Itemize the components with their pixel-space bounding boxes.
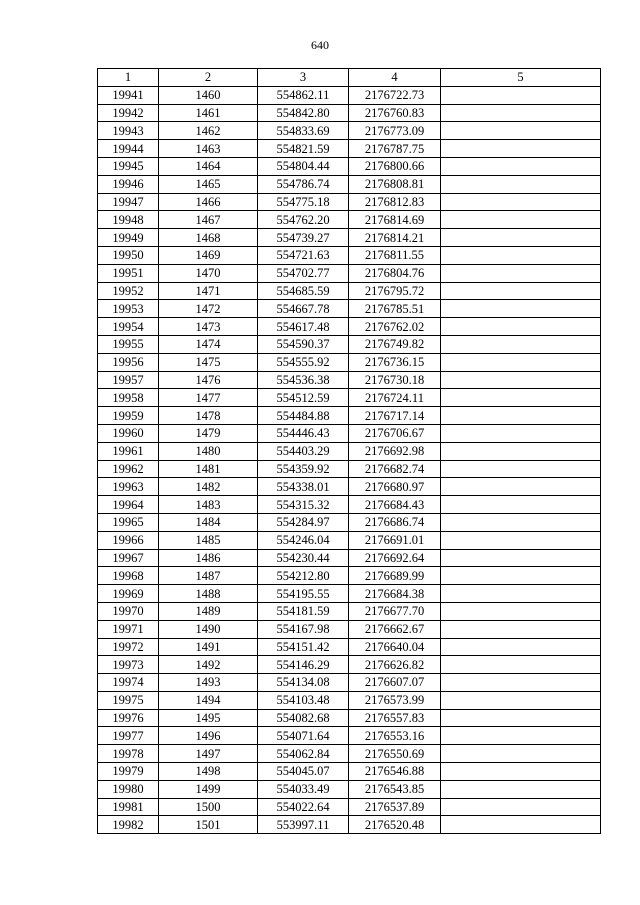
- vertex-number-cell: 1470: [159, 264, 258, 282]
- point-number-cell: 19967: [98, 549, 159, 567]
- table-row: [98, 282, 601, 300]
- point-number-cell: 19949: [98, 229, 159, 247]
- x-coordinate-cell: 554082.68: [258, 709, 349, 727]
- note-cell: [441, 318, 601, 336]
- column-header-3: 3: [258, 69, 349, 87]
- note-cell: [441, 763, 601, 781]
- y-coordinate-cell: 2176706.67: [349, 424, 441, 442]
- column-header-4: 4: [349, 69, 441, 87]
- vertex-number-cell: 1491: [159, 638, 258, 656]
- table-row: [98, 727, 601, 745]
- vertex-number-cell: 1469: [159, 246, 258, 264]
- point-number-cell: 19972: [98, 638, 159, 656]
- x-coordinate-cell: 554195.55: [258, 585, 349, 603]
- x-coordinate-cell: 554617.48: [258, 318, 349, 336]
- vertex-number-cell: 1465: [159, 175, 258, 193]
- note-cell: [441, 709, 601, 727]
- x-coordinate-cell: 554821.59: [258, 140, 349, 158]
- table-header: [98, 69, 601, 87]
- table-body: [98, 86, 601, 833]
- vertex-number-cell: 1496: [159, 727, 258, 745]
- y-coordinate-cell: 2176717.14: [349, 407, 441, 425]
- y-coordinate-cell: 2176749.82: [349, 335, 441, 353]
- table-row: [98, 567, 601, 585]
- x-coordinate-cell: 554512.59: [258, 389, 349, 407]
- point-number-cell: 19941: [98, 86, 159, 104]
- table-row: [98, 816, 601, 834]
- vertex-number-cell: 1480: [159, 442, 258, 460]
- x-coordinate-cell: 554230.44: [258, 549, 349, 567]
- table-row: [98, 531, 601, 549]
- vertex-number-cell: 1461: [159, 104, 258, 122]
- vertex-number-cell: 1471: [159, 282, 258, 300]
- vertex-number-cell: 1488: [159, 585, 258, 603]
- vertex-number-cell: 1473: [159, 318, 258, 336]
- table-row: [98, 585, 601, 603]
- y-coordinate-cell: 2176557.83: [349, 709, 441, 727]
- point-number-cell: 19979: [98, 763, 159, 781]
- note-cell: [441, 513, 601, 531]
- note-cell: [441, 460, 601, 478]
- vertex-number-cell: 1478: [159, 407, 258, 425]
- vertex-number-cell: 1483: [159, 496, 258, 514]
- table-row: [98, 335, 601, 353]
- header-row: [98, 69, 601, 87]
- table-row: [98, 763, 601, 781]
- note-cell: [441, 531, 601, 549]
- y-coordinate-cell: 2176812.83: [349, 193, 441, 211]
- vertex-number-cell: 1485: [159, 531, 258, 549]
- vertex-number-cell: 1474: [159, 335, 258, 353]
- table-row: [98, 638, 601, 656]
- x-coordinate-cell: 554721.63: [258, 246, 349, 264]
- x-coordinate-cell: 554446.43: [258, 424, 349, 442]
- vertex-number-cell: 1490: [159, 620, 258, 638]
- vertex-number-cell: 1462: [159, 122, 258, 140]
- page-number: 640: [311, 38, 329, 52]
- point-number-cell: 19971: [98, 620, 159, 638]
- point-number-cell: 19976: [98, 709, 159, 727]
- vertex-number-cell: 1492: [159, 656, 258, 674]
- vertex-number-cell: 1467: [159, 211, 258, 229]
- table-row: [98, 691, 601, 709]
- x-coordinate-cell: 554062.84: [258, 745, 349, 763]
- x-coordinate-cell: 554555.92: [258, 353, 349, 371]
- note-cell: [441, 620, 601, 638]
- vertex-number-cell: 1476: [159, 371, 258, 389]
- y-coordinate-cell: 2176684.43: [349, 496, 441, 514]
- x-coordinate-cell: 554833.69: [258, 122, 349, 140]
- point-number-cell: 19961: [98, 442, 159, 460]
- table-row: [98, 157, 601, 175]
- y-coordinate-cell: 2176607.07: [349, 674, 441, 692]
- x-coordinate-cell: 554151.42: [258, 638, 349, 656]
- point-number-cell: 19951: [98, 264, 159, 282]
- note-cell: [441, 585, 601, 603]
- point-number-cell: 19964: [98, 496, 159, 514]
- table-row: [98, 86, 601, 104]
- note-cell: [441, 496, 601, 514]
- note-cell: [441, 816, 601, 834]
- point-number-cell: 19957: [98, 371, 159, 389]
- table-row: [98, 780, 601, 798]
- x-coordinate-cell: 554804.44: [258, 157, 349, 175]
- table-row: [98, 300, 601, 318]
- y-coordinate-cell: 2176808.81: [349, 175, 441, 193]
- y-coordinate-cell: 2176804.76: [349, 264, 441, 282]
- vertex-number-cell: 1468: [159, 229, 258, 247]
- x-coordinate-cell: 554484.88: [258, 407, 349, 425]
- note-cell: [441, 798, 601, 816]
- vertex-number-cell: 1494: [159, 691, 258, 709]
- x-coordinate-cell: 553997.11: [258, 816, 349, 834]
- point-number-cell: 19982: [98, 816, 159, 834]
- point-number-cell: 19960: [98, 424, 159, 442]
- table-row: [98, 229, 601, 247]
- point-number-cell: 19975: [98, 691, 159, 709]
- point-number-cell: 19956: [98, 353, 159, 371]
- x-coordinate-cell: 554315.32: [258, 496, 349, 514]
- table-row: [98, 478, 601, 496]
- y-coordinate-cell: 2176686.74: [349, 513, 441, 531]
- x-coordinate-cell: 554842.80: [258, 104, 349, 122]
- point-number-cell: 19954: [98, 318, 159, 336]
- point-number-cell: 19973: [98, 656, 159, 674]
- vertex-number-cell: 1501: [159, 816, 258, 834]
- table-row: [98, 513, 601, 531]
- note-cell: [441, 745, 601, 763]
- table-row: [98, 745, 601, 763]
- note-cell: [441, 602, 601, 620]
- point-number-cell: 19970: [98, 602, 159, 620]
- table-row: [98, 140, 601, 158]
- note-cell: [441, 246, 601, 264]
- table-row: [98, 549, 601, 567]
- note-cell: [441, 674, 601, 692]
- y-coordinate-cell: 2176762.02: [349, 318, 441, 336]
- vertex-number-cell: 1486: [159, 549, 258, 567]
- x-coordinate-cell: 554033.49: [258, 780, 349, 798]
- x-coordinate-cell: 554146.29: [258, 656, 349, 674]
- y-coordinate-cell: 2176724.11: [349, 389, 441, 407]
- note-cell: [441, 389, 601, 407]
- note-cell: [441, 567, 601, 585]
- point-number-cell: 19981: [98, 798, 159, 816]
- point-number-cell: 19953: [98, 300, 159, 318]
- x-coordinate-cell: 554022.64: [258, 798, 349, 816]
- y-coordinate-cell: 2176662.67: [349, 620, 441, 638]
- x-coordinate-cell: 554775.18: [258, 193, 349, 211]
- x-coordinate-cell: 554762.20: [258, 211, 349, 229]
- point-number-cell: 19977: [98, 727, 159, 745]
- point-number-cell: 19950: [98, 246, 159, 264]
- y-coordinate-cell: 2176722.73: [349, 86, 441, 104]
- note-cell: [441, 300, 601, 318]
- point-number-cell: 19952: [98, 282, 159, 300]
- y-coordinate-cell: 2176800.66: [349, 157, 441, 175]
- note-cell: [441, 335, 601, 353]
- table-row: [98, 371, 601, 389]
- table-row: [98, 460, 601, 478]
- point-number-cell: 19974: [98, 674, 159, 692]
- point-number-cell: 19942: [98, 104, 159, 122]
- vertex-number-cell: 1495: [159, 709, 258, 727]
- table-row: [98, 264, 601, 282]
- table-row: [98, 353, 601, 371]
- x-coordinate-cell: 554862.11: [258, 86, 349, 104]
- point-number-cell: 19978: [98, 745, 159, 763]
- point-number-cell: 19944: [98, 140, 159, 158]
- y-coordinate-cell: 2176785.51: [349, 300, 441, 318]
- point-number-cell: 19955: [98, 335, 159, 353]
- x-coordinate-cell: 554284.97: [258, 513, 349, 531]
- vertex-number-cell: 1489: [159, 602, 258, 620]
- y-coordinate-cell: 2176692.98: [349, 442, 441, 460]
- point-number-cell: 19966: [98, 531, 159, 549]
- column-header-2: 2: [159, 69, 258, 87]
- point-number-cell: 19947: [98, 193, 159, 211]
- x-coordinate-cell: 554739.27: [258, 229, 349, 247]
- table-row: [98, 407, 601, 425]
- vertex-number-cell: 1484: [159, 513, 258, 531]
- table-row: [98, 389, 601, 407]
- table-row: [98, 798, 601, 816]
- y-coordinate-cell: 2176520.48: [349, 816, 441, 834]
- y-coordinate-cell: 2176573.99: [349, 691, 441, 709]
- note-cell: [441, 371, 601, 389]
- vertex-number-cell: 1481: [159, 460, 258, 478]
- note-cell: [441, 691, 601, 709]
- note-cell: [441, 104, 601, 122]
- coordinates-table: [97, 68, 601, 834]
- x-coordinate-cell: 554536.38: [258, 371, 349, 389]
- note-cell: [441, 424, 601, 442]
- point-number-cell: 19965: [98, 513, 159, 531]
- y-coordinate-cell: 2176814.69: [349, 211, 441, 229]
- y-coordinate-cell: 2176691.01: [349, 531, 441, 549]
- y-coordinate-cell: 2176795.72: [349, 282, 441, 300]
- x-coordinate-cell: 554246.04: [258, 531, 349, 549]
- note-cell: [441, 122, 601, 140]
- y-coordinate-cell: 2176814.21: [349, 229, 441, 247]
- y-coordinate-cell: 2176736.15: [349, 353, 441, 371]
- vertex-number-cell: 1464: [159, 157, 258, 175]
- y-coordinate-cell: 2176787.75: [349, 140, 441, 158]
- x-coordinate-cell: 554071.64: [258, 727, 349, 745]
- vertex-number-cell: 1479: [159, 424, 258, 442]
- y-coordinate-cell: 2176550.69: [349, 745, 441, 763]
- y-coordinate-cell: 2176677.70: [349, 602, 441, 620]
- y-coordinate-cell: 2176760.83: [349, 104, 441, 122]
- note-cell: [441, 638, 601, 656]
- note-cell: [441, 282, 601, 300]
- x-coordinate-cell: 554667.78: [258, 300, 349, 318]
- y-coordinate-cell: 2176626.82: [349, 656, 441, 674]
- table-row: [98, 496, 601, 514]
- x-coordinate-cell: 554685.59: [258, 282, 349, 300]
- y-coordinate-cell: 2176680.97: [349, 478, 441, 496]
- note-cell: [441, 86, 601, 104]
- note-cell: [441, 264, 601, 282]
- table-row: [98, 442, 601, 460]
- note-cell: [441, 442, 601, 460]
- table-row: [98, 424, 601, 442]
- x-coordinate-cell: 554167.98: [258, 620, 349, 638]
- note-cell: [441, 727, 601, 745]
- y-coordinate-cell: 2176546.88: [349, 763, 441, 781]
- vertex-number-cell: 1475: [159, 353, 258, 371]
- note-cell: [441, 211, 601, 229]
- note-cell: [441, 229, 601, 247]
- point-number-cell: 19962: [98, 460, 159, 478]
- point-number-cell: 19963: [98, 478, 159, 496]
- note-cell: [441, 157, 601, 175]
- note-cell: [441, 140, 601, 158]
- table-row: [98, 104, 601, 122]
- x-coordinate-cell: 554702.77: [258, 264, 349, 282]
- x-coordinate-cell: 554786.74: [258, 175, 349, 193]
- note-cell: [441, 656, 601, 674]
- table-row: [98, 193, 601, 211]
- point-number-cell: 19980: [98, 780, 159, 798]
- point-number-cell: 19943: [98, 122, 159, 140]
- vertex-number-cell: 1466: [159, 193, 258, 211]
- point-number-cell: 19948: [98, 211, 159, 229]
- column-header-1: 1: [98, 69, 159, 87]
- table-row: [98, 175, 601, 193]
- y-coordinate-cell: 2176811.55: [349, 246, 441, 264]
- vertex-number-cell: 1500: [159, 798, 258, 816]
- vertex-number-cell: 1460: [159, 86, 258, 104]
- note-cell: [441, 353, 601, 371]
- table-row: [98, 656, 601, 674]
- x-coordinate-cell: 554181.59: [258, 602, 349, 620]
- table-row: [98, 246, 601, 264]
- vertex-number-cell: 1472: [159, 300, 258, 318]
- note-cell: [441, 549, 601, 567]
- x-coordinate-cell: 554359.92: [258, 460, 349, 478]
- table-row: [98, 709, 601, 727]
- x-coordinate-cell: 554045.07: [258, 763, 349, 781]
- y-coordinate-cell: 2176773.09: [349, 122, 441, 140]
- y-coordinate-cell: 2176682.74: [349, 460, 441, 478]
- note-cell: [441, 407, 601, 425]
- point-number-cell: 19959: [98, 407, 159, 425]
- y-coordinate-cell: 2176689.99: [349, 567, 441, 585]
- y-coordinate-cell: 2176684.38: [349, 585, 441, 603]
- table-row: [98, 211, 601, 229]
- x-coordinate-cell: 554134.08: [258, 674, 349, 692]
- vertex-number-cell: 1463: [159, 140, 258, 158]
- point-number-cell: 19969: [98, 585, 159, 603]
- note-cell: [441, 193, 601, 211]
- point-number-cell: 19945: [98, 157, 159, 175]
- note-cell: [441, 780, 601, 798]
- table-row: [98, 602, 601, 620]
- y-coordinate-cell: 2176537.89: [349, 798, 441, 816]
- x-coordinate-cell: 554338.01: [258, 478, 349, 496]
- note-cell: [441, 175, 601, 193]
- vertex-number-cell: 1487: [159, 567, 258, 585]
- point-number-cell: 19968: [98, 567, 159, 585]
- table-row: [98, 122, 601, 140]
- y-coordinate-cell: 2176640.04: [349, 638, 441, 656]
- x-coordinate-cell: 554403.29: [258, 442, 349, 460]
- vertex-number-cell: 1497: [159, 745, 258, 763]
- x-coordinate-cell: 554103.48: [258, 691, 349, 709]
- point-number-cell: 19958: [98, 389, 159, 407]
- note-cell: [441, 478, 601, 496]
- table-row: [98, 620, 601, 638]
- table-row: [98, 318, 601, 336]
- vertex-number-cell: 1477: [159, 389, 258, 407]
- vertex-number-cell: 1499: [159, 780, 258, 798]
- y-coordinate-cell: 2176553.16: [349, 727, 441, 745]
- y-coordinate-cell: 2176543.85: [349, 780, 441, 798]
- y-coordinate-cell: 2176730.18: [349, 371, 441, 389]
- vertex-number-cell: 1493: [159, 674, 258, 692]
- column-header-5: 5: [441, 69, 601, 87]
- y-coordinate-cell: 2176692.64: [349, 549, 441, 567]
- point-number-cell: 19946: [98, 175, 159, 193]
- table-row: [98, 674, 601, 692]
- vertex-number-cell: 1498: [159, 763, 258, 781]
- x-coordinate-cell: 554590.37: [258, 335, 349, 353]
- x-coordinate-cell: 554212.80: [258, 567, 349, 585]
- vertex-number-cell: 1482: [159, 478, 258, 496]
